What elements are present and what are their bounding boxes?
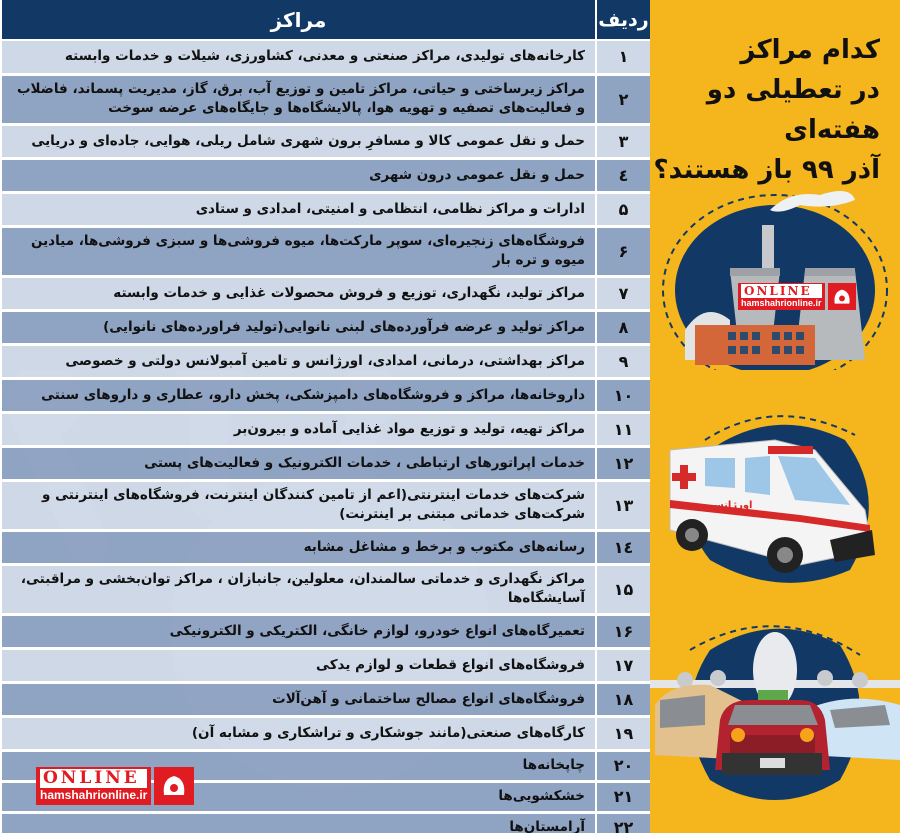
table-row	[1, 564, 650, 614]
row-number: ۵	[596, 192, 650, 226]
table-row	[1, 812, 650, 833]
transport-illustration-icon	[650, 610, 900, 833]
table-row	[1, 716, 650, 750]
row-text: مراکز تولید و عرضه فرآورده‌های لبنی نانوایی(تولید فراورده‌های نانوایی)	[1, 310, 596, 344]
row-number: ۱۵	[596, 564, 650, 614]
hamshahri-mark-icon	[154, 767, 194, 805]
table-row	[1, 40, 650, 74]
row-text: فروشگاه‌های زنجیره‌ای، سوپر مارکت‌ها، میوه فروشی‌ها و سبزی فروشی‌ها، میادین میوه و تره بار	[1, 226, 596, 276]
row-number: ۱۱	[596, 412, 650, 446]
row-number: ۳	[596, 124, 650, 158]
logo-wordmark-box	[738, 283, 825, 310]
title-sidebar	[650, 0, 900, 833]
table-row	[1, 378, 650, 412]
logo-wordmark-box	[36, 767, 151, 805]
factory-hamshahri-logo	[738, 283, 856, 310]
row-text: رسانه‌های مکتوب و برخط و مشاغل مشابه	[1, 530, 596, 564]
table-row	[1, 276, 650, 310]
row-text: کارگاه‌های صنعتی(مانند جوشکاری و تراشکاری و مشابه آن)	[1, 716, 596, 750]
row-number: ۱	[596, 40, 650, 74]
row-number: ۸	[596, 310, 650, 344]
row-number: ۶	[596, 226, 650, 276]
table-row	[1, 158, 650, 192]
row-text: فروشگاه‌های انواع مصالح ساختمانی و آهن‌آلات	[1, 682, 596, 716]
row-number: ۱۹	[596, 716, 650, 750]
row-text: ادارات و مراکز نظامی، انتظامی و امنیتی، امدادی و ستادی	[1, 192, 596, 226]
row-text: مراکز تولید، نگهداری، توزیع و فروش محصولات غذایی و خدمات وابسته	[1, 276, 596, 310]
row-text: مراکز نگهداری و خدماتی سالمندان، معلولین، جانبازان ، مراکز توان‌بخشی و مراقبتی، آسایشگاه‌ها	[1, 564, 596, 614]
logo-url: hamshahrionline.ir	[741, 298, 822, 308]
table-row	[1, 412, 650, 446]
row-number: ۲۲	[596, 812, 650, 833]
row-number: ٤	[596, 158, 650, 192]
row-number: ۷	[596, 276, 650, 310]
row-number: ۱۰	[596, 378, 650, 412]
row-text: چاپخانه‌ها	[1, 750, 596, 781]
column-header-centers: مراکز	[1, 0, 596, 40]
table-row	[1, 74, 650, 124]
row-number: ۱۳	[596, 480, 650, 530]
hamshahri-online-logo	[36, 767, 194, 805]
table-row	[1, 614, 650, 648]
row-number: ۱۲	[596, 446, 650, 480]
table-row	[1, 530, 650, 564]
table-row	[1, 310, 650, 344]
row-number: ۹	[596, 344, 650, 378]
table-row	[1, 446, 650, 480]
logo-wordmark: ONLINE	[741, 284, 822, 298]
row-text: تعمیرگاه‌های انواع خودرو، لوازم خانگی، الکتریکی و الکترونیکی	[1, 614, 596, 648]
infographic-title	[650, 30, 880, 190]
table-row	[1, 648, 650, 682]
title-line-3: آذر ۹۹ باز هستند؟	[653, 155, 880, 185]
row-number: ۱٤	[596, 530, 650, 564]
row-text: مراکز تهیه، تولید و توزیع مواد غذایی آماده و بیرون‌بر	[1, 412, 596, 446]
svg-text:اورژانس: اورژانس	[710, 500, 753, 511]
table-row	[1, 124, 650, 158]
row-text: کارخانه‌های تولیدی، مراکز صنعتی و معدنی، کشاورزی، شیلات و خدمات وابسته	[1, 40, 596, 74]
row-number: ۱۶	[596, 614, 650, 648]
row-text: مراکز بهداشتی، درمانی، امدادی، اورژانس و تامین آمبولانس دولتی و خصوصی	[1, 344, 596, 378]
row-number: ۲۱	[596, 781, 650, 812]
title-line-1: کدام مراکز	[740, 35, 880, 65]
title-line-2: در تعطیلی دو هفته‌ای	[706, 75, 880, 145]
table-row	[1, 344, 650, 378]
factory-illustration-icon	[650, 180, 900, 370]
row-number: ۱۷	[596, 648, 650, 682]
logo-wordmark: ONLINE	[40, 769, 147, 788]
logo-url: hamshahrionline.ir	[40, 788, 148, 802]
hamshahri-mark-icon	[828, 283, 856, 310]
table-header-row	[1, 0, 650, 40]
row-text: خشکشویی‌ها	[1, 781, 596, 812]
row-text: حمل و نقل عمومی کالا و مسافرِ برون شهری شامل ریلی، هوایی، جاده‌ای و دریایی	[1, 124, 596, 158]
ambulance-illustration-icon	[650, 410, 900, 590]
row-text: فروشگاه‌های انواع قطعات و لوازم یدکی	[1, 648, 596, 682]
row-text: خدمات اپراتورهای ارتباطی ، خدمات الکترونیک و فعالیت‌های پستی	[1, 446, 596, 480]
row-text: آرامستان‌ها	[1, 812, 596, 833]
row-text: حمل و نقل عمومی درون شهری	[1, 158, 596, 192]
column-header-row-number: ردیف	[596, 0, 650, 40]
row-number: ۲	[596, 74, 650, 124]
table-row	[1, 682, 650, 716]
row-number: ۱۸	[596, 682, 650, 716]
table-row	[1, 480, 650, 530]
row-text: مراکز زیرساختی و حیاتی، مراکز تامین و توزیع آب، برق، گاز، مدیریت پسماند، فاضلاب و فعالیت‌های تصفیه و تهویه هوا، پالایشگاه‌ها و جایگاه‌های عرضه سوخت	[1, 74, 596, 124]
table-row	[1, 226, 650, 276]
table-row	[1, 192, 650, 226]
row-text: شرکت‌های خدمات اینترنتی(اعم از تامین کنندگان اینترنت، فروشگاه‌های اینترنتی و شرکت‌های خدماتی مبتنی بر اینترنت)	[1, 480, 596, 530]
row-text: داروخانه‌ها، مراکز و فروشگاه‌های دامپزشکی، پخش دارو، عطاری و داروهای سنتی	[1, 378, 596, 412]
row-number: ۲۰	[596, 750, 650, 781]
